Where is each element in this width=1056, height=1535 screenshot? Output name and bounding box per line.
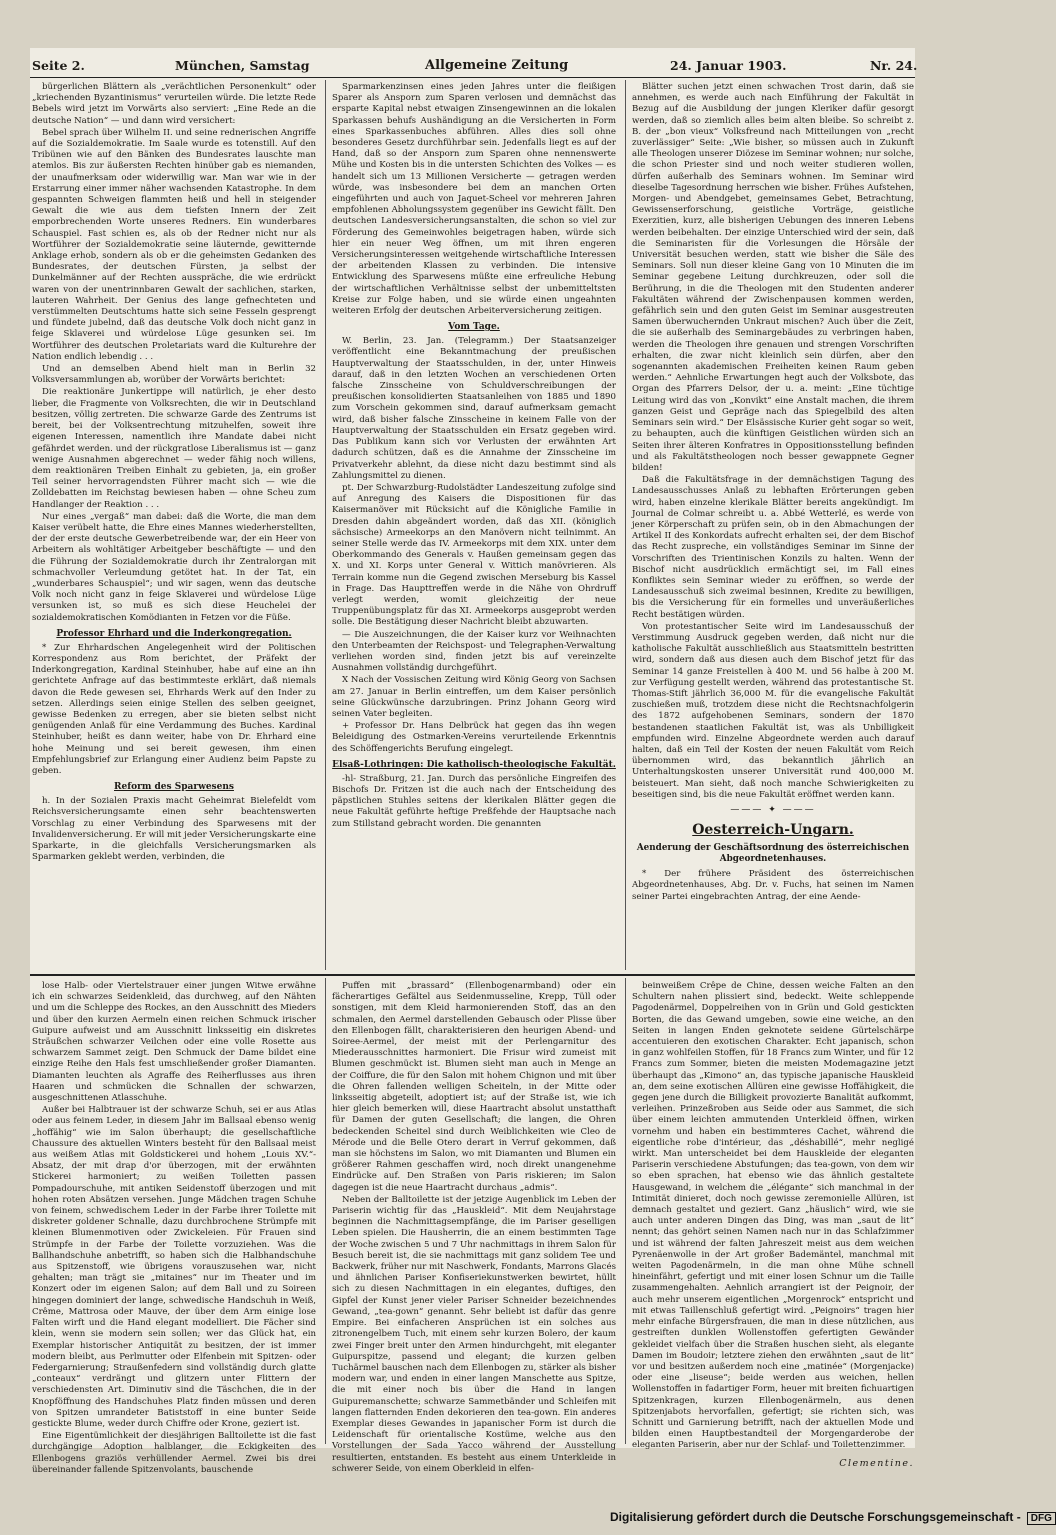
section-ornament: ——— ✦ ——— — [730, 805, 816, 815]
funding-note: Digitalisierung gefördert durch die Deutsche Forschungsgemeinschaft - — [610, 1510, 1021, 1524]
feuilleton-rule — [30, 974, 915, 976]
paragraph: Bebel sprach über Wilhelm II. und seine rednerischen Angriffe auf die Sozialdemokratie. Im Saale wurde es totenstill. Auf den Tribünen wie auf den Bänken des Bundesrates lauschte man atemlos. Bis zur äußersten Rechten hinüber gab es niemanden, der unaufmerksam oder widerwillig war. Man war wie in der Erstarrung einer immer näher wachsenden Katastrophe. In dem gespannten Schweigen flammten heiß und hell in steigender Gewalt die wie aus dem tiefsten Innern der Zeit emporbrechenden Worte unseres Redners. Ein wunderbares Schauspiel. Fast schien es, als ob der Redner nicht nur als Wortführer der Sozialdemokratie seine läuternde, gewitternde Anklage erhob, sondern als ob er die geheimsten Gedanken des Bundesrates, der deutschen Fürsten, ja selbst der Dunkelmänner auf der Rechten ausspräche, die wie erdrückt waren von der unentrinnbaren Gewalt der sachlichen, starken, lauteren Wahrheit. Der Genius des lange gefnechteten und verstümmelten Deutschtums hatte sich seine Fesseln gesprengt und fündete jubelnd, daß das deutsche Volk doch nicht ganz in feige Sklaverei und würdelose Lüge gesunken sei. Im Wortführer des deutschen Proletariats ward die Kulturehre der Nation endlich lebendig . . . — [32, 127, 316, 362]
feuilleton-rule-2 — [625, 978, 626, 1444]
paragraph: -hl- Straßburg, 21. Jan. Durch das persönliche Eingreifen des Bischofs Dr. Fritzen ist die auch nach der Entscheidung des päpstlichen Stuhles seitens der klerikalen Blätter gegen die neue Fakultät geführte heftige Preßfehde der Hauptsache nach zum Stillstand gebracht worden. Die genannten — [332, 773, 616, 829]
paragraph: Eine Eigentümlichkeit der diesjährigen Balltoilette ist die fast durchgängige Adoption halblanger, die Eckigkeiten des Ellenbogens graziös verhüllender Aermel. Zwei bis drei übereinander fallende Spitzenvolants, bauschende — [32, 1431, 316, 1475]
paragraph: Nur eines „vergaß“ man dabei: daß die Worte, die man dem Kaiser verübelt hatte, die Ehre eines Mannes wiederherstellten, der der erste deutsche Gewerbetreibende war, der ein Heer von Arbeitern als wohltätiger Arbeitgeber beschäftigte — und den die Führung der Sozialdemokratie durch ihr Zentralorgan mit schmachvoller Verleumdung getötet hat. In der Tat, ein „wunderbares Schauspiel“; und wir sagen, wenn das deutsche Volk noch nicht ganz in feige Sklaverei und würdelose Lüge versunken ist, so muß es sich diese Heuchelei der sozialdemokratischen Komödianten in Fetzen vor die Füße. — [32, 511, 316, 623]
paragraph: beinweißem Crêpe de Chine, dessen weiche Falten an den Schultern nahen plissiert sind, bedeckt. Weite schleppende Pagodenärmel, Doppelreihen von in Grün und Gold gestickten Borten, die das Gewand umgeben, sowie eine weiche, an den Seiten in langen Enden geknotete seidene Gürtelschärpe accentuieren den exotischen Charakter. Echt japanisch, schon in ganz wohlfeilen Stoffen, für 18 Francs zum Winter, und für 12 Francs zum Sommer, bieten die meisten Modemagazine jetzt überhaupt das „Kimono“ an, das typische japanische Hauskleid an, dem seine exotischen Allüren eine gewisse Hoffähigkeit, die gegen jene durch die Billigkeit provozierte Banalität aufkommt, verleihen. Prinzeßroben aus Seide oder aus Sammet, die sich über einem leichten ammutenden Unterkleid öffnen, wirken vornehm und haben ein bestimmteres Cachet, während die eigentliche robe d'intérieur, das „déshabillé“, mehr negligé wirkt. Man unterscheidet bei dem Hauskleide der eleganten Pariserin verschiedene Abstufungen; das tea-gown, von dem wir so eben sprachen, hat ebenso wie das ähnlich gestaltete Hausgewand, in welchem die „élégante“ sich manchmal in der Intimität dinieret, doch noch gewisse zeremonielle Allüren, ist demnach gestaltet und geziert. Ganz „häuslich“ wird, wie sie auch unter anderen Dingen das Ding, was man „saut de lit“ nennt; das gehört seinen Namen nach nur in das Schlafzimmer und ist während der falten Jahreszeit meist aus dem weichen Pyrenäenwolle in der Art großer Bademäntel, manchmal mit weiten Pagodenärmeln, in die man ohne Mühe schnell hineinfährt, gefertigt und mit einer losen Schnur um die Taille zusammengehalten. Aehnlich arrangiert ist der Peignoir, der auch mehr unserem eigentlichen „Morgenrock“ entspricht und mit etwas Taillenschluß gefertigt wird. „Peignoirs“ tragen hier mehr einfache Bürgersfrauen, die man in diese nützlichen, aus gestreiften dunklen Wollenstoffen gefertigten Gewänder gekleidet vielfach über die Straßen huschen sieht, als elegante Damen im Boudoir; letztere ziehen den erwähnten „saut de lit“ vor und besitzen außerdem noch eine „matinée“ (Morgenjacke) oder eine „liseuse“; beide werden aus weichen, hellen Wollenstoffen in fadartiger Form, heuer mit breiten fichuartigen Spitzenkragen, kurzen Ellenbogenärmeln, aus denen Spitzenjabots hervorfallen, gefertigt; sie richten sich, was Schnitt und Garnierung betrifft, nach der aktuellen Mode und bilden einen Hauptbestandteil der Morgengarderobe der eleganten Pariserin, aber nur der Schlaf- und Toilettenzimmer. — [632, 981, 914, 1451]
paragraph: + Professor Dr. Hans Delbrück hat gegen das ihn wegen Beleidigung des Ostmarken-Vereins verurteilende Erkenntnis des Schöffengerichts Berufung eingelegt. — [332, 721, 616, 754]
paragraph: Außer bei Halbtrauer ist der schwarze Schuh, sei er aus Atlas oder aus feinem Leder, in diesem Jahr im Ballsaal ebenso wenig „hoffähig“ wie im Salon überhaupt; die gesellschaftliche Chaussure des aktuellen Winters besteht für den Ballsaal meist aus weißem Atlas mit Goldstickerei und hohem „Louis XV.“-Absatz, der mit drap d'or überzogen, mit der erwähnten Stickerei harmoniert; zu weißen Toiletten passen Pompadourschuhe, mit antiken Seidenstoff überzogen und mit hohen roten Absätzen versehen. Junge Mädchen tragen Schuhe von feinem, schwedischem Leder in der Farbe ihrer Toilette mit diskreter goldener Schnalle, dazu durchbrochene Strümpfe mit kleinen Blumenmotiven oder Zwickeleien. Für Frauen sind Strümpfe in der Farbe der Toilette vorzuziehen. Was die Ballhandschuhe anbetrifft, so haben sich die Halbhandschuhe aus Spitzenstoff, wie übrigens vorauszusehen war, nicht gehalten; man trägt sie „mitaines“ nur im Theater und im Konzert oder im eigenen Salon; auf dem Ball und zu Soireen hingegen dominiert der lange, schwedische Handschuh in Weiß, Crême, Mattrosa oder Mauve, der über dem Arm einige lose Falten wirft und die Hand elegant modelliert. Die Fächer sind klein, wenn sie modern sein sollen; wer das Glück hat, ein Exemplar historischer Antiquität zu besitzen, der ist immer modern bleibt, aus Perlmutter oder Elfenbein mit Spitzen- oder Federgarnierung; Straußenfedern sind vollständig durch glatte „conteaux“ verdrängt und glitzern unter Flittern der verschiedensten Art. Diminutiv sind die Täschchen, die in der Knopföffnung des Handschuhes Platz finden müssen und deren von Spitzen umrandeter Batiststoff in eine bunter Seide gestickte Blume, weder durch Chiffre oder Krone, geziert ist. — [32, 1105, 316, 1429]
paragraph: pt. Der Schwarzburg-Rudolstädter Landeszeitung zufolge sind auf Anregung des Kaisers die Dispositionen für das Kaisermanöver mit Rücksicht auf die Königliche Familie in Dresden dahin abgeändert worden, daß das XII. (königlich sächsische) Armeekorps an den Manövern nicht teilnimmt. An seiner Stelle werde das IV. Armeekorps mit dem XIX. unter dem Oberkommando des Generals v. Haußen gemeinsam gegen das X. und XI. Korps unter General v. Wittich manövrieren. Als Terrain komme nun die Gegend zwischen Merseburg bis Kassel in Frage. Das Haupttreffen werde in die Nähe von Ohrdruff verlegt werden, womit gleichzeitig der neue Truppenübungsplatz für das XI. Armeekorps ausgeprobt werden solle. Die Bestätigung dieser Nachricht bleibt abzuwarten. — [332, 482, 616, 628]
paragraph: Die reaktionäre Junkertippe will natürlich, je eher desto lieber, die Fragmente von Volksrechten, die wir in Deutschland besitzen, völlig zertreten. Die schwarze Garde des Zentrums ist bereit, bei der Volksentrechtung mitzuhelfen, soweit ihre eigenen Interessen, namentlich ihre Mandate dabei nicht gefährdet werden. und der rückgratlose Liberalismus ist — ganz wenige Ausnahmen abgerechnet — weder fähig noch willens, dem reaktionären Treiben Einhalt zu gebieten, ja, ein großer Teil seiner hervorragendsten Führer macht sich — wie die Zolldebatten im Reichstag bewiesen haben — ohne Scheu zum Handlanger der Reaktion . . . — [32, 387, 316, 510]
newspaper-title: Allgemeine Zeitung — [425, 58, 569, 73]
article-heading: Reform des Sparwesens — [114, 782, 234, 793]
paragraph: h. In der Sozialen Praxis macht Geheimrat Bielefeldt vom Reichsversicherungsamte einen sehr beachtenswerten Vorschlag zu einer Verbindung des Sparwesens mit der Invalidenversicherung. Er will mit jeder Versicherungskarte eine Sparkarte, in die gleichfalls Versicherungsmarken als Sparmarken geklebt werden, verbinden, die — [32, 796, 316, 863]
issue-number: Nr. 24. — [870, 58, 918, 73]
header-rule — [30, 77, 915, 78]
feuilleton-rule-1 — [325, 978, 326, 1444]
article-heading: Professor Ehrhard und die Inderkongregation. — [56, 628, 292, 639]
paragraph: Blätter suchen jetzt einen schwachen Trost darin, daß sie annehmen, es werde auch nach Einführung der Fakultät in Bezug auf die Ausbildung der jungen Kleriker dafür gesorgt werden, daß so ziemlich alles beim alten bleibe. So schreibt z. B. der „bon vieux“ Volksfreund nach Mitteilungen von „recht zuverlässiger“ Seite: „Wie bisher, so müssen auch in Zukunft alle Theologen unserer Diözese im Seminar wohnen; nur solche, die schon Priester sind und noch weiter studieren wollen, dürfen außerhalb des Seminars wohnen. Im Seminar wird dieselbe Tagesordnung herrschen wie bisher. Frühes Aufstehen, Morgen- und Abendgebet, gemeinsames Gebet, Betrachtung, Gewissenserforschung, geistliche Vorträge, geistliche Exerzitien, kurz, alle bisherigen Uebungen des inneren Lebens werden beibehalten. Der einzige Unterschied wird der sein, daß die Seminaristen für die Vorlesungen die Hörsäle der Universität besuchen werden, statt wie bisher die Säle des Seminars. Soll nun dieser kleine Gang von 10 Minuten die im Seminar gegebene Leitung durchkreuzen, oder soll die Berührung, in die die Theologen mit den Studenten anderer Fakultäten während der Zwischenpausen kommen werden, gefährlich sein und den guten Geist im Seminar ausgestreuten Samen überwuchernden Unkraut mischen? Auch über die Zeit, die sie außerhalb des Seminargebäudes zu verbringen haben, werden die Theologen ihre genauen und strengen Vorschriften erhalten, die zwar nicht kleinlich sein dürfen, aber den sogenannten akademischen Freiheiten keinen Raum geben werden.“ Aehnliche Erwartungen hegt auch der Volksbote, das Organ des Pfarrers Delsor, der u. a. meint: „Eine tüchtige Leitung wird das von „Konvikt“ eine Anstalt machen, die ihrem ganzen Geist und Gepräge nach das Spiegelbild des alten Seminars sein wird.“ Der Elsässische Kurier geht sogar so weit, zu behaupten, auch die künftigen Geistlichen würden sich an Seiten ihrer älteren Konfratres in Oppositionsstellung befinden und als Fakultätstheologen noch besser gewappnete Gegner bilden! — [632, 82, 914, 473]
place-date: München, Samstag — [175, 58, 310, 73]
newspaper-page — [30, 48, 918, 1475]
issue-date: 24. Januar 1903. — [670, 58, 787, 73]
column-3 — [632, 82, 914, 967]
column-rule-1 — [325, 80, 326, 970]
digitization-footer — [610, 1510, 1056, 1525]
paragraph: X Nach der Vossischen Zeitung wird König Georg von Sachsen am 27. Januar in Berlin eintreffen, um dem Kaiser persönlich seine Glückwünsche darzubringen. Prinz Johann Georg wird seinen Vater begleiten. — [332, 675, 616, 719]
paragraph: * Zur Ehrhardschen Angelegenheit wird der Politischen Korrespondenz aus Rom berichtet, der Präfekt der Inderkongregation, Kardinal Steinhuber, habe auf eine an ihn gerichtete Anfrage auf das bestimmteste erklärt, daß niemals davon die Rede gewesen sei, Ehrhards Werk auf den Inder zu setzen. Allerdings seien einige Stellen des selben geeignet, gewisse Bedenken zu erregen, aber sie bieten selbst nicht genügenden Anlaß für eine Verdammung des Buches. Kardinal Steinhuber, heißt es dann weiter, habe von Dr. Ehrhard eine hohe Meinung und sei bereit gewesen, ihm einen Empfehlungsbrief zur Erlangung einer Audienz beim Papste zu geben. — [32, 642, 316, 776]
paragraph: Daß die Fakultätsfrage in der demnächstigen Tagung des Landesausschusses Anlaß zu lebhaften Erörterungen geben wird, haben einzelne klerikale Blätter bereits angekündigt. Im Journal de Colmar schreibt u. a. Abbé Wetterlé, es werde von jener Körperschaft zu prüfen sein, ob in den Abmachungen der Artikel II des Konkordats aufrecht erhalten sei, der dem Bischof das Recht zuspreche, ein vollständiges Seminar im Sinne der Vorschriften des Trientinischen Konzils zu halten. Wenn der Bischof nicht ausdrücklich ermächtigt sei, im Fall eines Konfliktes sein Seminar wieder zu eröffnen, so werde der Landesausschuß sich zweimal besinnen, Kredite zu bewilligen, bis die Versicherung für ein formelles und unveräußerliches Recht bestätigen würden. — [632, 475, 914, 620]
author-signature: Clementine. — [839, 1457, 914, 1469]
column-1 — [32, 82, 316, 967]
feuilleton-column-3 — [632, 981, 914, 1469]
feuilleton-column-1 — [32, 981, 316, 1475]
dfg-logo: DFG — [1027, 1512, 1056, 1525]
paragraph: W. Berlin, 23. Jan. (Telegramm.) Der Staatsanzeiger veröffentlicht eine Bekanntmachung der preußischen Hauptverwaltung der Staatsschulden, in der, unter Hinweis darauf, daß in den letzten Wochen an verschiedenen Orten falsche Zinsscheine von Schuldverschreibungen der preußischen konsolidierten Staatsanleihen von 1885 und 1890 zum Vorschein gekommen sind, darauf aufmerksam gemacht wird, daß bisher falsche Zinsscheine in keinem Falle von der Hauptverwaltung der Staatsschulden ein Ersatz gegeben wird. Das Publikum kann sich vor Verlusten der erwähnten Art dadurch schützen, daß es die Annahme der Zinsscheine im Privatverkehr ablehnt, da diese nicht dazu bestimmt sind als Zahlungsmittel zu dienen. — [332, 336, 616, 481]
paragraph: bürgerlichen Blättern als „verächtlichen Personenkult“ oder „kriechenden Byzantinismus“ verurteilen würde. Die letzte Rede Bebels wird jetzt im Vorwärts also serviert: „Eine Rede an die deutsche Nation“ — und dann wird versichert: — [32, 82, 316, 126]
column-rule-2 — [625, 80, 626, 970]
paragraph: Sparmarkenzinsen eines jeden Jahres unter die fleißigen Sparer als Ansporn zum Sparen verlosen und demnächst das ersparte Kapital nebst etwaigen Zinsengewinnen an die lokalen Sparkassen behufs Aushändigung an die Versicherten in Form eines Sparkassenbuches abführen. Alles dies soll ohne besonderes Gesetz durchführbar sein. Jedenfalls liegt es auf der Hand, daß so der Ansporn zum Sparen ohne nennenswerte Mühe und Kosten bis in die untersten Schichten des Volkes — es handelt sich um 13 Millionen Versicherte — getragen werden würde, was insbesondere bei dem an manchen Orten eingeführten und auch von Jaquet-Scheel vor mehreren Jahren empfohlenen Abholungssystem gegenüber ins Gewicht fällt. Den deutschen Landesversicherungsanstalten, die schon so viel zur Förderung des Gemeinwohles beigetragen haben, würde sich hier ein neuer Weg öffnen, um mit ihren engeren Versicherungsinteressen weitgehende wirtschaftliche Interessen der arbeitenden Klassen zu verbinden. Die intensive Entwicklung des Sparwesens müßte eine erfreuliche Hebung der wirtschaftlichen Verhältnisse selbst der unbemitteltsten Kreise zur Folge haben, und sie würde einen ungeahnten weiteren Erfolg der deutschen Arbeiterversicherung zeitigen. — [332, 82, 616, 317]
paragraph: * Der frühere Präsident des österreichischen Abgeordnetenhauses, Abg. Dr. v. Fuchs, hat seinen im Namen seiner Partei eingebrachten Antrag, der eine Aende- — [632, 869, 914, 902]
section-heading: Oesterreich-Ungarn. — [692, 822, 854, 839]
paragraph: Puffen mit „brassard“ (Ellenbogenarmband) oder ein fächerartiges Gefältel aus Seidenmusseline, Krepp, Tüll oder sonstigen, mit dem Kleid harmonierenden Stoff, das an den schmalen, den Aermel darstellenden Gebausch oder Plisse über den Ellenbogen fällt, charakterisieren den heurigen Abend- und Soiree-Aermel, der meist mit der Perlengarnitur des Miederausschnittes harmoniert. Die Frisur wird zumeist mit Blumen geschmückt ist. Blumen sieht man auch in Menge an der Coiffure, die für den Salon mit hohem Chignon und mit über die Ohren fallenden welligen Scheiteln, in der Mitte oder linksseitig abgeteilt, adoptiert ist; auf der Straße ist, wie ich hier gleich bemerken will, diese Haartracht absolut unstatthaft für Damen der guten Gesellschaft; die langen, die Ohren bedeckenden Scheitel sind durch Weiblichkeiten wie Cleo de Mérode und die Belle Otero derart in Verruf gekommen, daß man sie höchstens im Salon, wo mit Diamanten und Blumen ein größerer Rahmen geschaffen wird, noch direkt unangenehme Eindrücke auf. Den Straßen von Paris riskieren; im Salon dagegen ist die neue Haartracht durchaus „admis“. — [332, 981, 616, 1193]
article-heading: Vom Tage. — [448, 322, 500, 333]
paragraph: lose Halb- oder Viertelstrauer einer jungen Witwe erwähne ich ein schwarzes Seidenkleid, das durchweg, auf den Nähten und um die Schleppe des Rockes, an den Ausschnitt des Mieders und über den kurzen Aermeln einen reichen Schmuck irischer Guipure aufweist und am Ausschnitt linksseitig ein diskretes Sträußchen schwarzer Veilchen oder eine volle Rosette aus schwarzem Sammet zeigt. Den Schmuck der Dame bildet eine einzige Reihe den Hals fest umschließender großer Diamanten. Diamanten leuchten als Agraffe des Reiherflusses aus ihren Haaren und schmücken die Schnallen der schwarzen, ausgeschnittenen Atlasschuhe. — [32, 981, 316, 1104]
feuilleton-column-2 — [332, 981, 616, 1474]
column-2 — [332, 82, 616, 967]
page-header — [30, 56, 918, 78]
article-heading: Elsaß-Lothringen: Die katholisch-theologische Fakultät. — [332, 759, 616, 770]
paragraph: Und an demselben Abend hielt man in Berlin 32 Volksversammlungen ab, worüber der Vorwärts berichtet: — [32, 364, 316, 386]
page-number: Seite 2. — [32, 58, 85, 73]
paragraph: — Die Auszeichnungen, die der Kaiser kurz vor Weihnachten den Unterbeamten der Reichspost- und Telegraphen-Verwaltung verliehen worden sind, finden jetzt bis auf vereinzelte Ausnahmen vollständig durchgeführt. — [332, 629, 616, 674]
paragraph: Neben der Balltoilette ist der jetzige Augenblick im Leben der Pariserin wichtig für das „Hauskleid“. Mit dem Neujahrstage beginnen die Nachmittagsempfänge, die im Pariser geselligen Leben spielen. Die Hausherrin, die an einem bestimmten Tage der Woche zwischen 5 und 7 Uhr nachmittags in ihrem Salon für Besuch bereit ist, die sie nachmittags mit ganz solidem Tee und Backwerk, früher nur mit Naschwerk, Fondants, Marrons Glacés und ähnlichen Pariser Konfiseriekunstwerken bewirtet, hüllt sich zu diesen Nachmittagen in ein elegantes, duftiges, den Gipfel der Kunst jener vieler Pariser Schneider bezeichnendes Gewand, „tea-gown“ genannt. Sehr beliebt ist dafür das genre Empire. Bei einfacheren Ansprüchen ist ein solches aus zitronengelbem Tuch, mit einem sehr kurzen Bolero, der kaum zwei Finger breit unter den Armen hindurchgeht, mit eleganter Guipurspitze, passend und elegant; die kurzen gelben Tuchärmel bauschen nach dem Ellenbogen zu, stärker als bisher modern war, und enden in einer langen Manschette aus Spitze, die mit einer noch bis über die Hand in langen Guipuremanschette; schwarze Sammetbänder und Schleifen mit langen flatternden Enden dekorieren den tea-gown. Ein anderes Exemplar dieses Gewandes in japanischer Form ist durch die Leidenschaft für orientalische Kostüme, welche aus den Vorstellungen der Sada Yacco während der Ausstellung resultierten, entstanden. Es besteht aus einem Unterkleide in schwerer Seide, von einem Oberkleid in elfen- — [332, 1194, 616, 1474]
subheading: Aenderung der Geschäftsordnung des österreichischen Abgeordnetenhauses. — [636, 843, 910, 865]
paragraph: Von protestantischer Seite wird im Landesausschuß der Verstimmung Ausdruck gegeben werden, daß nicht nur die katholische Fakultät ausschließlich aus Staatsmitteln bestritten wird, sondern daß aus diesen auch dem Bischof jetzt für das Seminar 14 ganze Freistellen à 400 M. und 56 halbe à 200 M. zur Verfügung gestellt werden, während das protestantische St. Thomas-Stift jährlich 36,000 M. für die evangelische Fakultät zuschießen muß, trotzdem diese nicht die Rechtsnachfolgerin des 1872 aufgehobenen Seminars, sondern der 1870 bestandenen staatlichen Fakultät ist, was als Unbilligkeit empfunden wird. Einzelne Abgeordnete werden auch darauf halten, daß ein Teil der Kosten der neuen Fakultät vom Reich übernommen wird, das bekanntlich jährlich an Unterhaltungskosten unserer Universität rund 400,000 M. beisteuert. Man sieht, daß noch manche Schwierigkeiten zu beseitigen sind, bis die neue Fakultät eröffnet werden kann. — [632, 621, 914, 800]
